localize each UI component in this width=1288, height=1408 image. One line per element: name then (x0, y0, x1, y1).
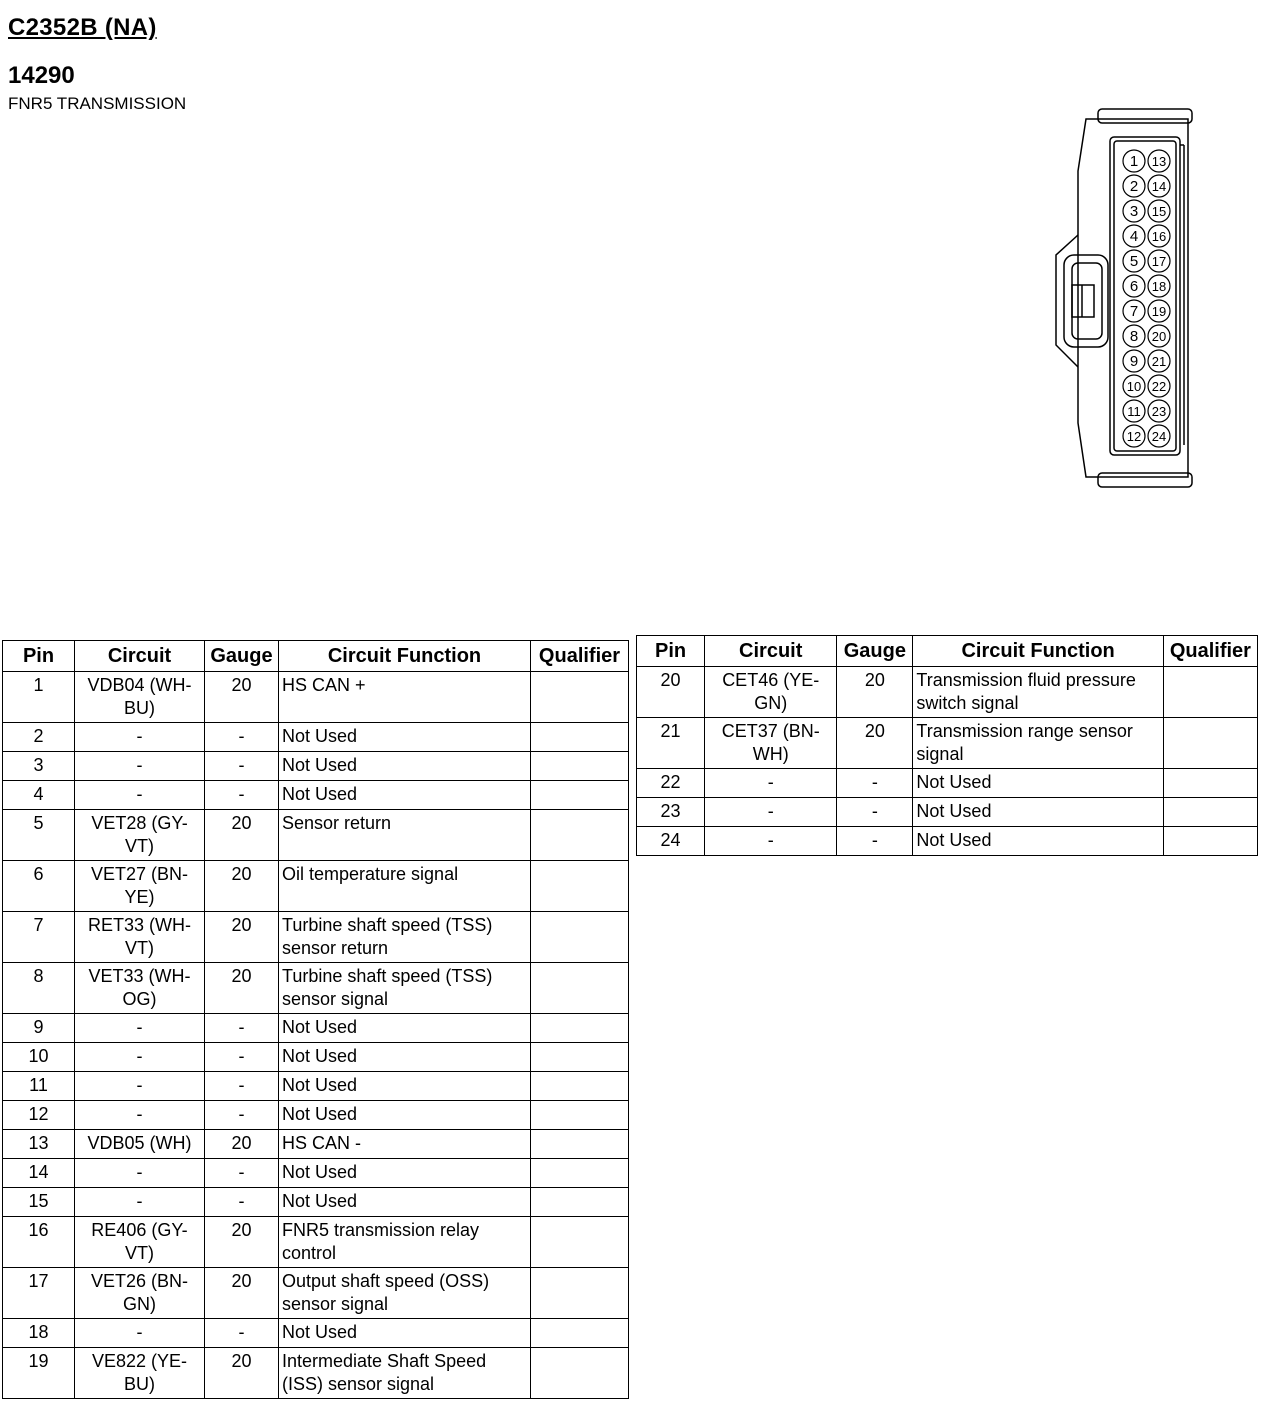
connector-pin-label: 20 (1151, 329, 1167, 344)
qualifier-cell (531, 752, 629, 781)
part-number: 14290 (8, 62, 75, 89)
connector-pin-label: 23 (1151, 404, 1167, 419)
circuit-function-cell: FNR5 transmission relay control (279, 1217, 531, 1268)
connector-pin-label: 8 (1129, 328, 1139, 345)
pin-cell: 17 (3, 1268, 75, 1319)
connector-pin-label: 15 (1151, 204, 1167, 219)
table-row (3, 912, 629, 963)
table-row (637, 718, 1258, 769)
table-row (3, 752, 629, 781)
table-row (3, 1217, 629, 1268)
circuit-cell: RE406 (GY- VT) (75, 1217, 205, 1268)
circuit-function-cell: Not Used (279, 723, 531, 752)
table-row (3, 1188, 629, 1217)
connector-pin-label: 6 (1129, 278, 1139, 295)
qualifier-cell (531, 810, 629, 861)
circuit-function-cell: Not Used (279, 1319, 531, 1348)
gauge-cell: - (837, 769, 913, 798)
gauge-cell: 20 (205, 1130, 279, 1159)
pin-cell: 7 (3, 912, 75, 963)
circuit-cell: RET33 (WH- VT) (75, 912, 205, 963)
qualifier-cell (531, 781, 629, 810)
pinout-table-left (2, 640, 629, 1399)
circuit-function-cell: Output shaft speed (OSS) sensor signal (279, 1268, 531, 1319)
table-row (3, 1072, 629, 1101)
pin-cell: 12 (3, 1101, 75, 1130)
pin-cell: 5 (3, 810, 75, 861)
circuit-function-cell: Not Used (279, 752, 531, 781)
circuit-cell: - (75, 1043, 205, 1072)
table-row (637, 827, 1258, 856)
connector-pin-label: 2 (1129, 178, 1139, 195)
pin-cell: 6 (3, 861, 75, 912)
table-row (3, 781, 629, 810)
connector-pin-label: 10 (1126, 379, 1142, 394)
table-header-row (3, 641, 629, 672)
table-row (637, 667, 1258, 718)
circuit-cell: VET26 (BN- GN) (75, 1268, 205, 1319)
connector-pin-label: 4 (1129, 228, 1139, 245)
circuit-function-cell: Not Used (279, 1014, 531, 1043)
connector-pin-label: 18 (1151, 279, 1167, 294)
qualifier-cell (531, 723, 629, 752)
pin-cell: 2 (3, 723, 75, 752)
connector-pin-label: 24 (1151, 429, 1167, 444)
pin-cell: 10 (3, 1043, 75, 1072)
connector-pin-label: 7 (1129, 303, 1139, 320)
circuit-function-cell: Not Used (913, 769, 1163, 798)
pin-cell: 22 (637, 769, 705, 798)
circuit-function-cell: Not Used (279, 1043, 531, 1072)
pin-cell: 20 (637, 667, 705, 718)
connector-pin-label: 22 (1151, 379, 1167, 394)
column-header-circuit: Circuit (705, 636, 837, 667)
qualifier-cell (531, 1268, 629, 1319)
circuit-function-cell: Turbine shaft speed (TSS) sensor signal (279, 963, 531, 1014)
qualifier-cell (531, 1348, 629, 1399)
pin-cell: 16 (3, 1217, 75, 1268)
pin-cell: 19 (3, 1348, 75, 1399)
pin-cell: 8 (3, 963, 75, 1014)
column-header-circuit-function: Circuit Function (913, 636, 1163, 667)
gauge-cell: - (837, 827, 913, 856)
gauge-cell: - (205, 1043, 279, 1072)
circuit-function-cell: Oil temperature signal (279, 861, 531, 912)
gauge-cell: - (205, 1319, 279, 1348)
connector-pin-label: 17 (1151, 254, 1167, 269)
circuit-cell: CET46 (YE- GN) (705, 667, 837, 718)
connector-pin-label: 13 (1151, 154, 1167, 169)
connector-pin-label: 12 (1126, 429, 1142, 444)
pin-cell: 4 (3, 781, 75, 810)
circuit-cell: - (705, 769, 837, 798)
circuit-cell: VET28 (GY- VT) (75, 810, 205, 861)
pin-cell: 3 (3, 752, 75, 781)
pin-cell: 15 (3, 1188, 75, 1217)
qualifier-cell (531, 912, 629, 963)
pin-cell: 18 (3, 1319, 75, 1348)
circuit-cell: - (75, 1188, 205, 1217)
column-header-qualifier: Qualifier (531, 641, 629, 672)
gauge-cell: - (205, 1188, 279, 1217)
gauge-cell: 20 (205, 1268, 279, 1319)
connector-pin-label: 16 (1151, 229, 1167, 244)
circuit-function-cell: Transmission range sensor signal (913, 718, 1163, 769)
table-row (3, 723, 629, 752)
circuit-cell: VET27 (BN- YE) (75, 861, 205, 912)
qualifier-cell (531, 1043, 629, 1072)
circuit-function-cell: Not Used (279, 781, 531, 810)
qualifier-cell (531, 1188, 629, 1217)
circuit-function-cell: Not Used (913, 798, 1163, 827)
table-row (3, 963, 629, 1014)
table-row (3, 810, 629, 861)
qualifier-cell (1163, 798, 1257, 827)
gauge-cell: 20 (205, 963, 279, 1014)
pin-cell: 13 (3, 1130, 75, 1159)
circuit-function-cell: Not Used (279, 1188, 531, 1217)
qualifier-cell (531, 861, 629, 912)
qualifier-cell (1163, 769, 1257, 798)
gauge-cell: 20 (837, 718, 913, 769)
table-row (637, 769, 1258, 798)
column-header-gauge: Gauge (205, 641, 279, 672)
connector-subtitle: FNR5 TRANSMISSION (8, 94, 187, 113)
column-header-pin: Pin (637, 636, 705, 667)
circuit-cell: - (75, 1319, 205, 1348)
gauge-cell: - (205, 1101, 279, 1130)
circuit-cell: VDB05 (WH) (75, 1130, 205, 1159)
table-row (3, 1319, 629, 1348)
table-row (3, 1101, 629, 1130)
qualifier-cell (1163, 718, 1257, 769)
circuit-function-cell: Transmission fluid pressure switch signal (913, 667, 1163, 718)
circuit-function-cell: Not Used (279, 1101, 531, 1130)
circuit-cell: - (75, 752, 205, 781)
connector-title: C2352B (NA) (8, 14, 157, 41)
gauge-cell: 20 (205, 672, 279, 723)
circuit-cell: - (75, 781, 205, 810)
gauge-cell: - (837, 798, 913, 827)
table-row (3, 1268, 629, 1319)
qualifier-cell (531, 1130, 629, 1159)
pin-cell: 21 (637, 718, 705, 769)
circuit-function-cell: Intermediate Shaft Speed (ISS) sensor signal (279, 1348, 531, 1399)
circuit-cell: - (75, 1072, 205, 1101)
qualifier-cell (531, 1101, 629, 1130)
connector-pin-label: 11 (1127, 404, 1141, 419)
pin-cell: 23 (637, 798, 705, 827)
circuit-function-cell: Not Used (279, 1159, 531, 1188)
gauge-cell: - (205, 723, 279, 752)
table-row (3, 1159, 629, 1188)
circuit-cell: - (705, 798, 837, 827)
qualifier-cell (1163, 827, 1257, 856)
circuit-cell: - (75, 1014, 205, 1043)
column-header-circuit-function: Circuit Function (279, 641, 531, 672)
pin-cell: 24 (637, 827, 705, 856)
circuit-cell: VDB04 (WH- BU) (75, 672, 205, 723)
connector-pin-label: 3 (1129, 203, 1139, 220)
column-header-pin: Pin (3, 641, 75, 672)
circuit-cell: CET37 (BN- WH) (705, 718, 837, 769)
pinout-table-right (636, 635, 1258, 856)
table-row (3, 1014, 629, 1043)
circuit-cell: - (705, 827, 837, 856)
gauge-cell: 20 (205, 1348, 279, 1399)
circuit-cell: - (75, 1159, 205, 1188)
qualifier-cell (531, 1072, 629, 1101)
gauge-cell: - (205, 1072, 279, 1101)
connector-pin-label: 21 (1151, 354, 1167, 369)
table-header-row (637, 636, 1258, 667)
qualifier-cell (1163, 667, 1257, 718)
connector-pin-label: 9 (1129, 353, 1139, 370)
gauge-cell: 20 (205, 912, 279, 963)
gauge-cell: - (205, 1014, 279, 1043)
circuit-function-cell: Not Used (913, 827, 1163, 856)
table-row (3, 1043, 629, 1072)
gauge-cell: - (205, 781, 279, 810)
qualifier-cell (531, 1319, 629, 1348)
column-header-circuit: Circuit (75, 641, 205, 672)
table-row (3, 672, 629, 723)
qualifier-cell (531, 1159, 629, 1188)
circuit-function-cell: Not Used (279, 1072, 531, 1101)
gauge-cell: 20 (837, 667, 913, 718)
pin-cell: 14 (3, 1159, 75, 1188)
circuit-function-cell: Turbine shaft speed (TSS) sensor return (279, 912, 531, 963)
qualifier-cell (531, 672, 629, 723)
circuit-function-cell: HS CAN + (279, 672, 531, 723)
connector-pin-label: 14 (1151, 179, 1167, 194)
circuit-cell: - (75, 1101, 205, 1130)
table-row (637, 798, 1258, 827)
table-row (3, 861, 629, 912)
pin-cell: 11 (3, 1072, 75, 1101)
gauge-cell: 20 (205, 810, 279, 861)
pin-cell: 9 (3, 1014, 75, 1043)
circuit-cell: VET33 (WH- OG) (75, 963, 205, 1014)
connector-face-diagram (1048, 105, 1198, 495)
gauge-cell: - (205, 752, 279, 781)
gauge-cell: 20 (205, 1217, 279, 1268)
circuit-function-cell: HS CAN - (279, 1130, 531, 1159)
gauge-cell: 20 (205, 861, 279, 912)
connector-pin-label: 5 (1129, 253, 1139, 270)
circuit-cell: VE822 (YE- BU) (75, 1348, 205, 1399)
qualifier-cell (531, 1014, 629, 1043)
pin-cell: 1 (3, 672, 75, 723)
table-row (3, 1130, 629, 1159)
gauge-cell: - (205, 1159, 279, 1188)
column-header-gauge: Gauge (837, 636, 913, 667)
column-header-qualifier: Qualifier (1163, 636, 1257, 667)
qualifier-cell (531, 1217, 629, 1268)
qualifier-cell (531, 963, 629, 1014)
circuit-function-cell: Sensor return (279, 810, 531, 861)
connector-pin-label: 1 (1129, 153, 1139, 170)
circuit-cell: - (75, 723, 205, 752)
connector-pin-label: 19 (1151, 304, 1167, 319)
table-row (3, 1348, 629, 1399)
